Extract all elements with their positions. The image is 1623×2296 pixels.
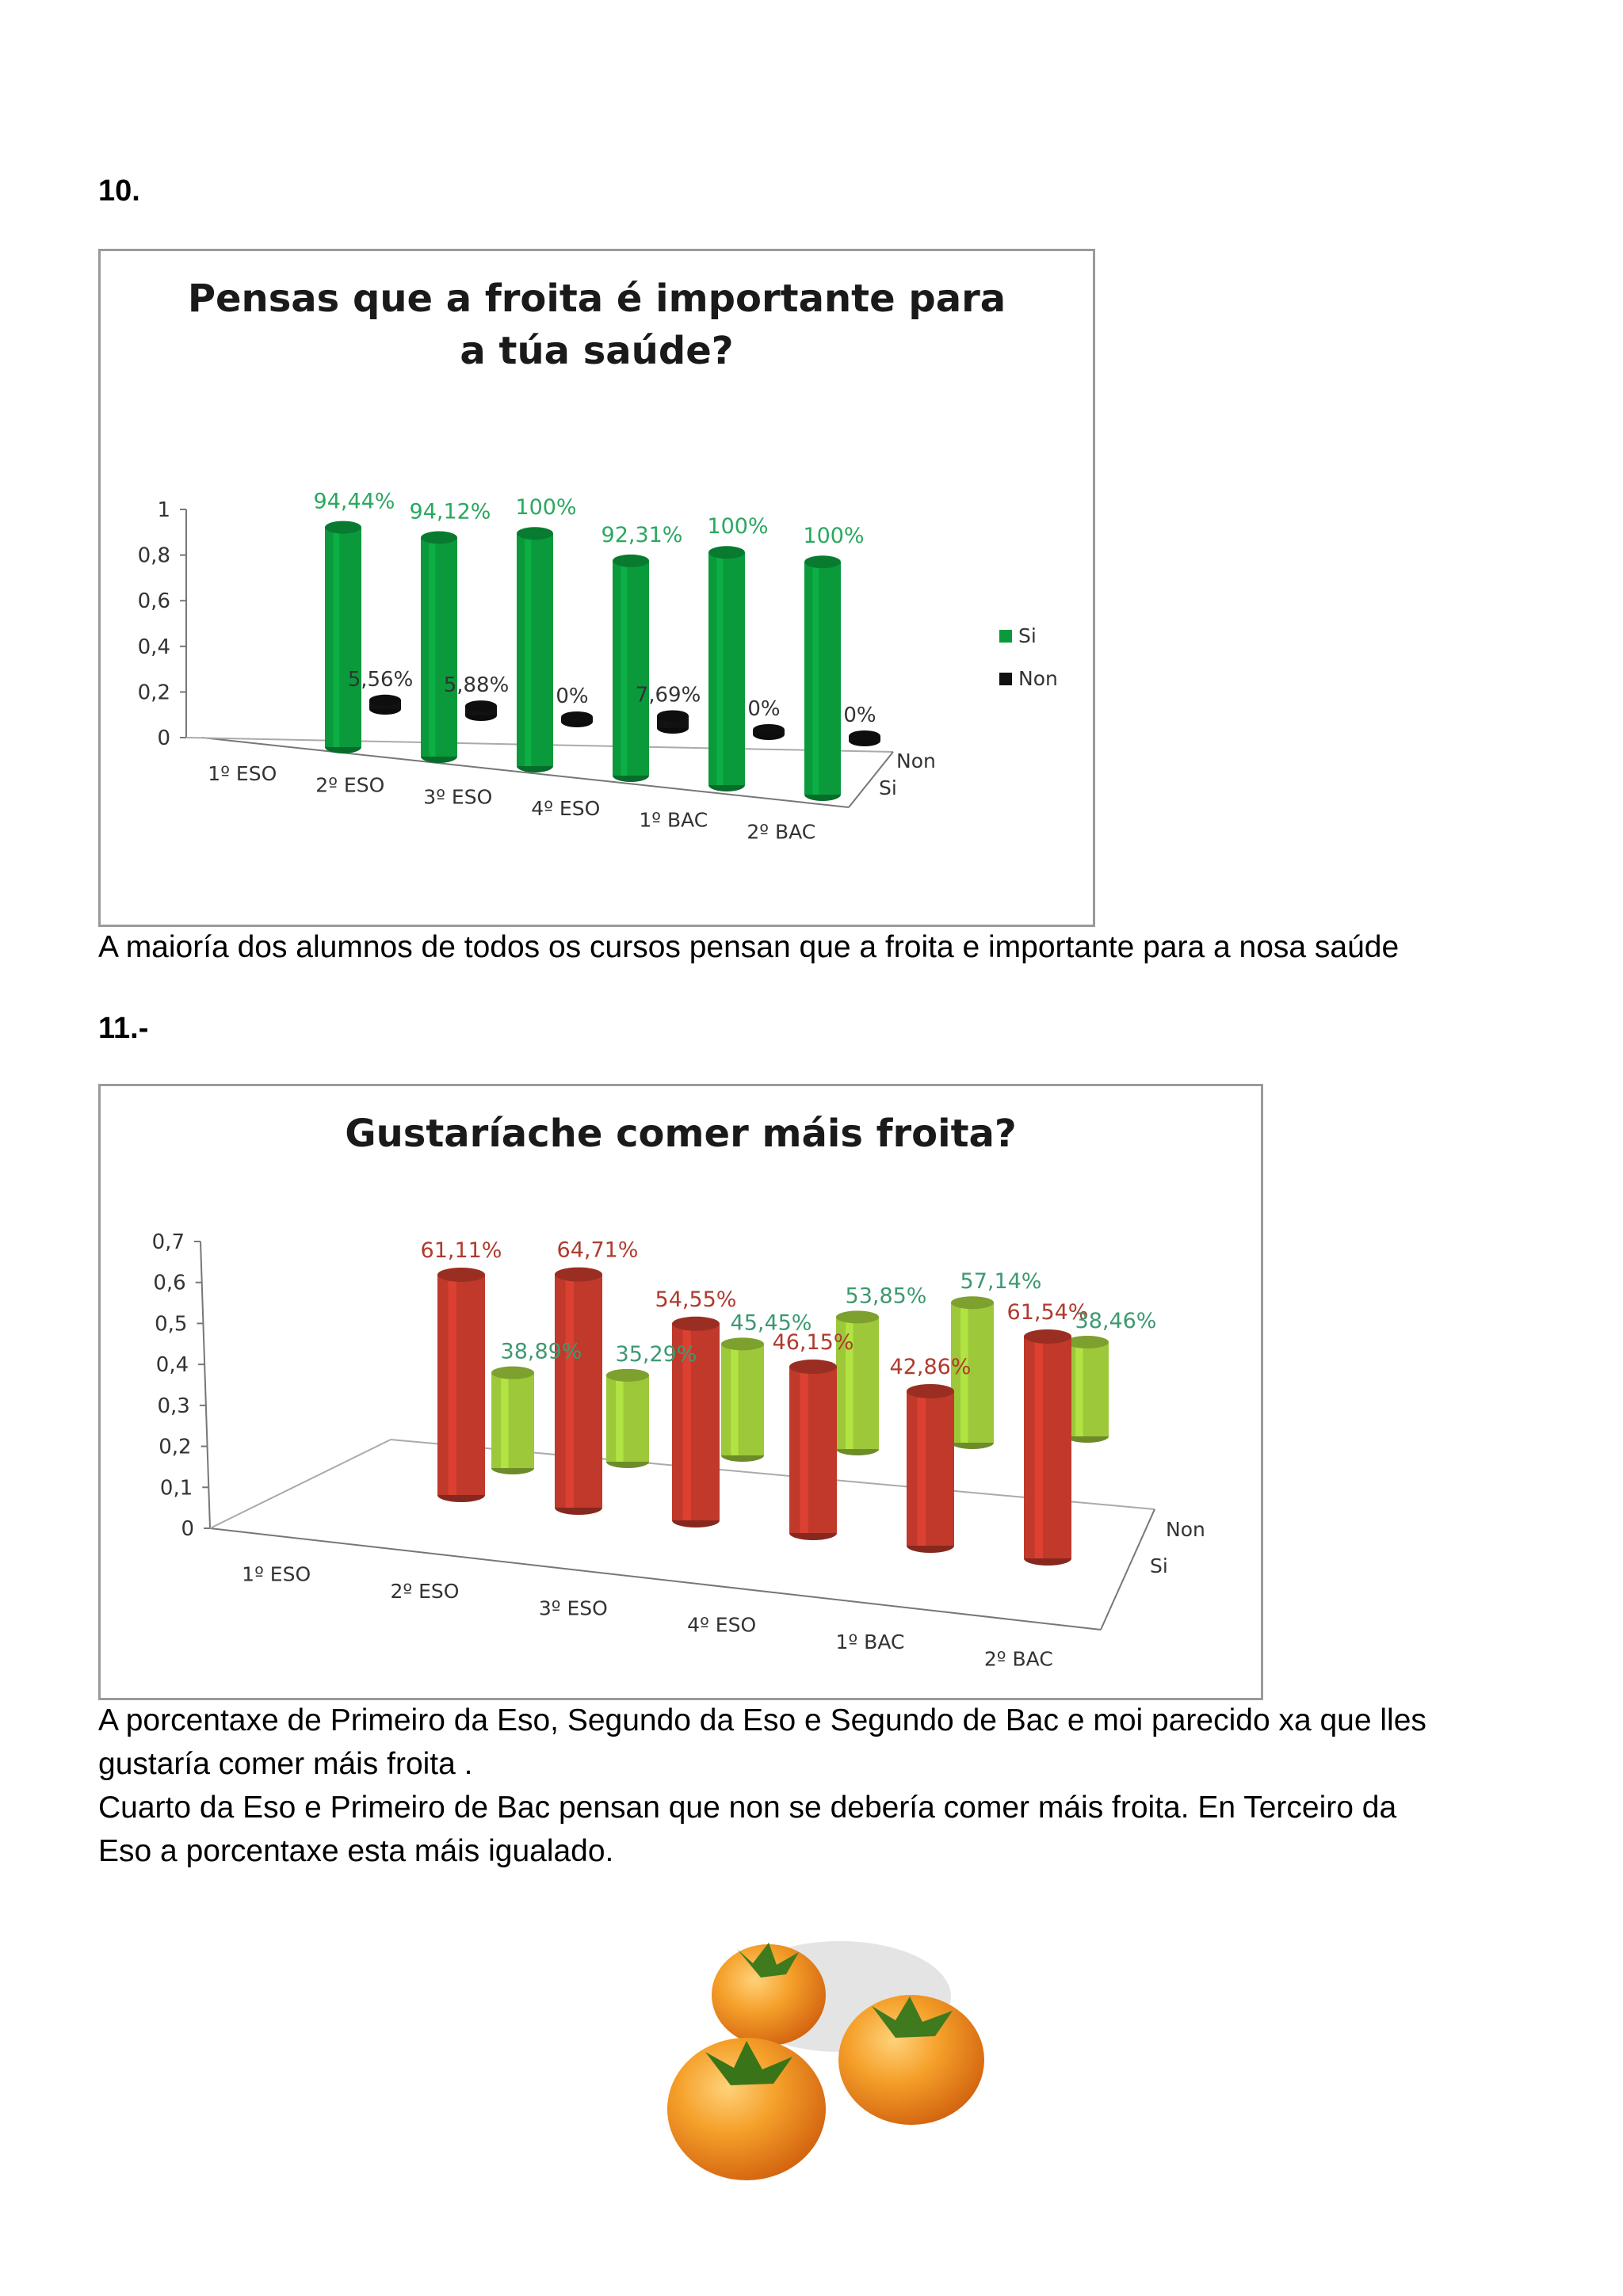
chart1-data-label-non: 0% xyxy=(843,704,876,727)
chart2-y-tick-label: 0,2 xyxy=(158,1435,192,1459)
chart2-bar-si-4 xyxy=(907,1384,954,1553)
chart2-depth-axis xyxy=(1101,1509,1155,1630)
chart2-data-label-si: 46,15% xyxy=(772,1330,854,1356)
chart1-y-tick-label: 0,6 xyxy=(137,589,170,614)
chart1-frame xyxy=(98,249,1095,927)
chart2-data-label-si: 64,71% xyxy=(556,1238,639,1263)
chart2-title: Gustaríache comer máis froita? xyxy=(345,1112,1017,1156)
chart2-data-label-si: 61,54% xyxy=(1006,1299,1089,1325)
chart2-x-tick-label: 2º BAC xyxy=(983,1647,1053,1671)
chart1-title-line1: Pensas que a froita é importante para xyxy=(187,277,1006,321)
chart1-x-tick-label: 2º BAC xyxy=(747,820,816,844)
persimmon-fruit-image xyxy=(658,1901,991,2187)
chart1-legend-swatch-non xyxy=(999,673,1012,685)
chart1-depth-label-si: Si xyxy=(879,776,897,799)
chart1-bar-non-2 xyxy=(561,711,593,727)
chart2-y-tick-label: 0,6 xyxy=(153,1271,186,1295)
chart1-bar-si-0 xyxy=(325,521,361,753)
chart2-y-tick-label: 0,4 xyxy=(155,1353,189,1378)
q11-caption-line2: gustaría comer máis froita . xyxy=(98,1747,473,1781)
chart2-data-label-non: 53,85% xyxy=(845,1283,927,1309)
chart1-x-tick-label: 1º BAC xyxy=(639,808,708,832)
chart2-data-label-si: 42,86% xyxy=(889,1354,972,1379)
chart1-data-label-non: 5,88% xyxy=(443,673,510,698)
chart2-y-tick-label: 0 xyxy=(181,1517,194,1541)
chart1-data-label-non: 5,56% xyxy=(347,667,414,692)
chart2-y-tick-label: 0,3 xyxy=(157,1394,190,1418)
chart2-depth-label-non: Non xyxy=(1166,1518,1205,1541)
chart1-bar-si-4 xyxy=(708,546,745,791)
chart2-data-label-non: 57,14% xyxy=(960,1269,1042,1295)
chart2-x-tick-label: 4º ESO xyxy=(687,1613,757,1637)
chart1-bar-non-5 xyxy=(849,730,880,746)
chart1-legend-label-si: Si xyxy=(1018,624,1037,647)
chart1-data-label-non: 0% xyxy=(747,697,781,721)
chart2-bar-non-5 xyxy=(1066,1336,1109,1443)
chart2-svg xyxy=(101,1086,1261,1698)
chart1-bar-si-1 xyxy=(421,532,457,763)
chart1-legend-swatch-si xyxy=(999,630,1012,643)
chart1-bar-non-0 xyxy=(369,695,401,715)
chart1-y-tick-label: 0,4 xyxy=(137,635,170,659)
chart1-legend-label-non: Non xyxy=(1018,667,1058,690)
chart2-floor-left xyxy=(210,1440,391,1528)
chart1-data-label-si: 100% xyxy=(515,495,577,521)
chart1-svg xyxy=(101,251,1093,925)
chart2-y-axis xyxy=(200,1241,210,1528)
chart1-bar-non-4 xyxy=(753,724,785,740)
chart1-x-tick-label: 3º ESO xyxy=(423,785,493,809)
chart1-data-label-si: 100% xyxy=(707,514,769,540)
chart1-data-label-non: 0% xyxy=(556,685,589,708)
chart2-data-label-non: 45,45% xyxy=(730,1310,812,1336)
chart2-data-label-si: 61,11% xyxy=(420,1238,502,1263)
chart2-floor-front xyxy=(210,1528,1101,1630)
chart2-data-label-non: 38,46% xyxy=(1075,1309,1157,1334)
chart1-y-tick-label: 1 xyxy=(157,498,170,522)
chart2-y-tick-label: 0,1 xyxy=(159,1476,193,1501)
chart1-data-label-si: 100% xyxy=(803,524,865,549)
chart1-data-label-si: 94,12% xyxy=(409,499,491,524)
chart2-bar-non-2 xyxy=(721,1337,764,1462)
q10-number: 10. xyxy=(98,174,140,208)
chart1-depth-label-non: Non xyxy=(896,749,936,772)
chart1-y-tick-label: 0,2 xyxy=(137,681,170,705)
chart2-depth-label-si: Si xyxy=(1150,1554,1168,1577)
chart2-x-tick-label: 2º ESO xyxy=(390,1580,460,1603)
chart1-bar-si-5 xyxy=(804,555,841,801)
chart2-x-tick-label: 1º ESO xyxy=(242,1562,311,1586)
chart2-bar-non-1 xyxy=(606,1369,649,1468)
chart1-y-tick-label: 0 xyxy=(157,727,170,750)
chart1-bar-si-2 xyxy=(517,527,553,772)
chart2-bar-si-1 xyxy=(555,1268,602,1515)
chart2-y-tick-label: 0,7 xyxy=(151,1230,185,1254)
chart2-bar-non-0 xyxy=(491,1367,534,1474)
chart1-bar-si-3 xyxy=(613,555,649,782)
chart2-bar-si-3 xyxy=(789,1360,837,1540)
chart2-x-tick-label: 1º BAC xyxy=(835,1630,905,1653)
chart2-y-tick-label: 0,5 xyxy=(155,1312,188,1337)
chart2-frame xyxy=(98,1084,1263,1700)
chart1-x-tick-label: 4º ESO xyxy=(531,797,601,821)
chart1-data-label-non: 7,69% xyxy=(635,683,701,707)
chart2-data-label-non: 38,89% xyxy=(500,1339,582,1364)
chart2-bar-si-0 xyxy=(437,1268,485,1502)
chart1-x-tick-label: 2º ESO xyxy=(315,773,385,797)
chart1-bar-non-1 xyxy=(465,700,497,721)
q11-caption-line3: Cuarto da Eso e Primeiro de Bac pensan que non se debería comer máis froita. En Terceiro da xyxy=(98,1791,1397,1825)
q10-caption: A maioría dos alumnos de todos os cursos pensan que a froita e importante para a nosa saúde xyxy=(98,930,1400,964)
chart2-data-label-si: 54,55% xyxy=(655,1287,737,1312)
q11-number: 11.- xyxy=(98,1012,149,1045)
chart1-title-line2: a túa saúde? xyxy=(460,329,734,373)
q11-caption-line4: Eso a porcentaxe esta máis igualado. xyxy=(98,1834,614,1868)
chart1-data-label-si: 92,31% xyxy=(601,522,683,547)
chart2-x-tick-label: 3º ESO xyxy=(538,1596,608,1620)
chart1-data-label-si: 94,44% xyxy=(313,489,395,514)
chart1-bar-non-3 xyxy=(657,710,689,734)
chart1-x-tick-label: 1º ESO xyxy=(208,762,277,786)
chart2-data-label-non: 35,29% xyxy=(615,1341,697,1367)
chart2-bar-si-5 xyxy=(1024,1329,1071,1566)
q11-caption-line1: A porcentaxe de Primeiro da Eso, Segundo da Eso e Segundo de Bac e moi parecido xa que lles xyxy=(98,1703,1426,1737)
chart1-y-tick-label: 0,8 xyxy=(137,543,170,568)
